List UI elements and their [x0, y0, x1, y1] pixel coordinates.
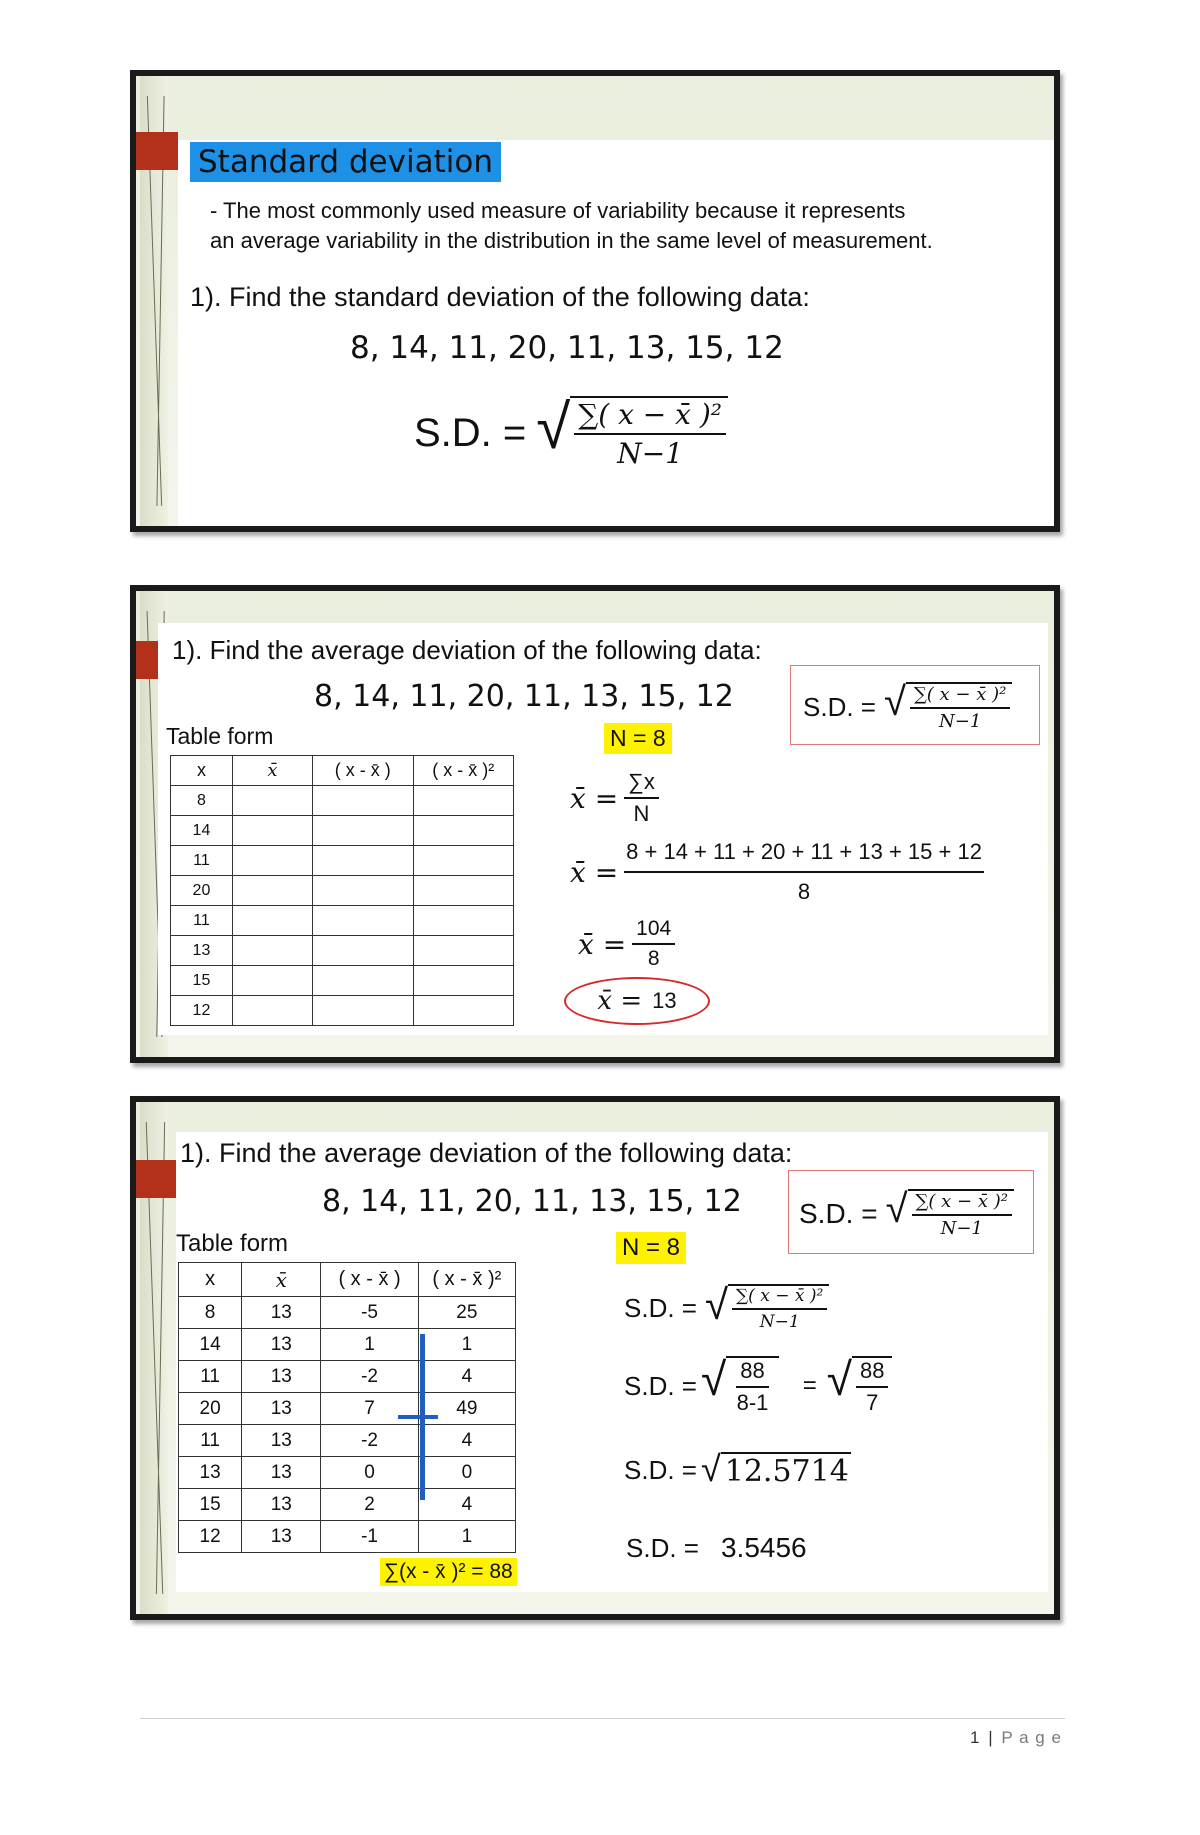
sqrt-symbol: √ $\frac{88}{8-1}$ [701, 1356, 779, 1416]
cell-mean: 13 [242, 1489, 321, 1521]
formula-denominator: N−1 [759, 1312, 800, 1332]
cell-mean: 13 [242, 1521, 321, 1553]
table-row [179, 1489, 516, 1521]
formula-numerator: ∑( x − x̄ )² [732, 1286, 827, 1310]
cell-x: 14 [171, 816, 233, 846]
table-row [171, 936, 514, 966]
header-squared: ( x - x̄ )² [413, 756, 514, 786]
mean-result-value: 13 [652, 988, 677, 1013]
cell-squared: 4 [418, 1425, 515, 1457]
cell-x: 11 [179, 1361, 242, 1393]
data-values: 8, 14, 11, 20, 11, 13, 15, 12 [314, 679, 734, 714]
cell-mean: 13 [242, 1393, 321, 1425]
table-row [179, 1393, 516, 1425]
cell-squared: 1 [418, 1521, 515, 1553]
cell-mean: 13 [242, 1329, 321, 1361]
cell-x: 13 [171, 936, 233, 966]
mean-formula [570, 769, 659, 827]
footer-rule [140, 1718, 1065, 1719]
mean-lhs: x̄ = [570, 855, 619, 889]
slide-standard-deviation [130, 70, 1060, 532]
table-form-label: Table form [166, 723, 274, 749]
table-row [179, 1329, 516, 1361]
cell-deviation: 1 [321, 1329, 418, 1361]
cell-x: 15 [171, 966, 233, 996]
cell-deviation: -5 [321, 1297, 418, 1329]
blue-horizontal-mark [398, 1415, 438, 1419]
slide-mean-computation [130, 585, 1060, 1063]
definition-line-1: - The most commonly used measure of variability because it represents [210, 198, 906, 223]
table-row [171, 786, 514, 816]
cell-x: 20 [179, 1393, 242, 1425]
slide-sd-computation [130, 1096, 1060, 1620]
cell-deviation: -2 [321, 1361, 418, 1393]
cell-x: 12 [179, 1521, 242, 1553]
cell-x: 20 [171, 876, 233, 906]
data-values: 8, 14, 11, 20, 11, 13, 15, 12 [350, 330, 784, 366]
sqrt-symbol: √ $\frac{\text{∑( x − x̄ )²}}{N-1}$ [705, 1284, 829, 1332]
formula-denominator: N−1 [617, 437, 684, 470]
equals-sign: = [802, 1372, 817, 1399]
slide-title: Standard deviation [190, 142, 501, 182]
page-number: 1 [970, 1728, 980, 1747]
table-row [171, 966, 514, 996]
filled-data-table [178, 1262, 516, 1553]
formula-numerator: ∑( x − x̄ )² [912, 1191, 1012, 1216]
variance-value: 12.5714 [721, 1452, 851, 1489]
sd-result-value: 3.5456 [720, 1532, 807, 1563]
cell-deviation: 2 [321, 1489, 418, 1521]
cell-squared: 1 [418, 1329, 515, 1361]
cell-mean: 13 [242, 1297, 321, 1329]
slide-red-tab [136, 1160, 178, 1198]
mean-lhs: x̄ = [597, 986, 643, 1016]
sd-step-label: S.D. = [624, 1370, 697, 1401]
page-footer [970, 1728, 1062, 1748]
cell-x: 11 [179, 1425, 242, 1457]
sd-step-label: S.D. = [626, 1532, 699, 1563]
table-row [171, 816, 514, 846]
cell-deviation: -1 [321, 1521, 418, 1553]
sd-step-label: S.D. = [624, 1455, 697, 1485]
header-mean: x̄ [232, 756, 312, 786]
cell-mean: 13 [242, 1457, 321, 1489]
cell-deviation: -2 [321, 1425, 418, 1457]
sd-step-substitution [624, 1352, 892, 1416]
simplified-denominator: 7 [866, 1390, 879, 1415]
formula-numerator: ∑( x − x̄ )² [574, 398, 726, 435]
sqrt-symbol: √ $\frac{88}{7}$ [827, 1356, 893, 1416]
mean-sum [570, 839, 984, 905]
footer-separator: | [988, 1728, 993, 1747]
table-row [171, 906, 514, 936]
simplified-numerator: 88 [856, 1358, 888, 1388]
sd-step-formula [624, 1280, 829, 1332]
sd-step-variance [624, 1449, 851, 1490]
table-form-label: Table form [176, 1230, 289, 1257]
table-row [171, 876, 514, 906]
sd-formula-box [790, 665, 1040, 745]
cell-squared: 49 [418, 1393, 515, 1425]
cell-mean: 13 [242, 1361, 321, 1393]
mean-sum-denominator: 8 [797, 879, 811, 904]
data-values: 8, 14, 11, 20, 11, 13, 15, 12 [322, 1184, 742, 1219]
mean-sum-numerator: 8 + 14 + 11 + 20 + 11 + 13 + 15 + 12 [624, 839, 984, 873]
header-x: x [179, 1263, 242, 1297]
slide-red-tab [136, 132, 178, 170]
sd-step-result [626, 1532, 807, 1564]
cell-x: 12 [171, 996, 233, 1026]
table-row [171, 846, 514, 876]
mean-lhs: x̄ = [570, 781, 619, 815]
cell-x: 8 [179, 1297, 242, 1329]
definition-line-2: an average variability in the distribution in the same level of measurement. [210, 228, 933, 253]
sd-step-label: S.D. = [624, 1292, 697, 1323]
sd-formula [414, 390, 728, 470]
header-deviation: ( x - x̄ ) [313, 756, 413, 786]
table-row [179, 1361, 516, 1393]
question-text: 1). Find the standard deviation of the following data: [190, 282, 810, 312]
sqrt-symbol: √ $\frac{\text{∑( x − x̄ )²}}{N-1}$ [884, 682, 1012, 732]
cell-x: 14 [179, 1329, 242, 1361]
mean-total [578, 917, 675, 971]
cell-x: 8 [171, 786, 233, 816]
cell-x: 13 [179, 1457, 242, 1489]
cell-x: 15 [179, 1489, 242, 1521]
table-row [179, 1297, 516, 1329]
table-row [171, 996, 514, 1026]
substitution-denominator: 8-1 [736, 1390, 769, 1415]
n-value: N = 8 [604, 723, 672, 754]
header-deviation: ( x - x̄ ) [321, 1263, 418, 1297]
header-squared: ( x - x̄ )² [418, 1263, 515, 1297]
cell-x: 11 [171, 846, 233, 876]
mean-total-numerator: 104 [632, 917, 675, 945]
cell-deviation: 0 [321, 1457, 418, 1489]
sd-label: S.D. = [803, 691, 876, 722]
question-text: 1). Find the average deviation of the following data: [172, 635, 762, 665]
sqrt-symbol: √ $\frac{\text{∑( x − x̄ )²}}{N-1}$ [886, 1189, 1014, 1239]
question-text: 1). Find the average deviation of the following data: [180, 1138, 793, 1168]
formula-numerator: ∑( x − x̄ )² [910, 684, 1010, 709]
cell-deviation: 7 [321, 1393, 418, 1425]
sum-of-squares: ∑(x - x̄ )² = 88 [380, 1558, 517, 1586]
cell-x: 11 [171, 906, 233, 936]
mean-formula-denominator: N [633, 801, 650, 826]
table-row [179, 1521, 516, 1553]
formula-denominator: N−1 [938, 711, 982, 732]
mean-formula-numerator: ∑x [624, 769, 659, 799]
table-row [179, 1457, 516, 1489]
sd-label: S.D. = [799, 1198, 878, 1229]
cell-squared: 25 [418, 1297, 515, 1329]
n-value: N = 8 [616, 1232, 686, 1264]
cell-squared: 4 [418, 1489, 515, 1521]
mean-total-denominator: 8 [647, 947, 660, 970]
page-word: P a g e [1001, 1728, 1062, 1747]
sd-formula-box [788, 1170, 1034, 1254]
table-row [179, 1425, 516, 1457]
sqrt-symbol: √ $\frac{\text{∑( x − x̄ )²}}{N-1}$ [536, 396, 728, 470]
mean-result [564, 977, 710, 1025]
mean-lhs: x̄ = [578, 927, 627, 961]
cell-squared: 0 [418, 1457, 515, 1489]
substitution-numerator: 88 [736, 1358, 768, 1388]
empty-data-table [170, 755, 514, 1026]
formula-denominator: N−1 [940, 1218, 983, 1239]
sd-label: S.D. = [414, 410, 527, 455]
header-mean: x̄ [242, 1263, 321, 1297]
cell-squared: 4 [418, 1361, 515, 1393]
cell-mean: 13 [242, 1425, 321, 1457]
header-x: x [171, 756, 233, 786]
sqrt-symbol: √ 12.5714 [700, 1449, 849, 1490]
